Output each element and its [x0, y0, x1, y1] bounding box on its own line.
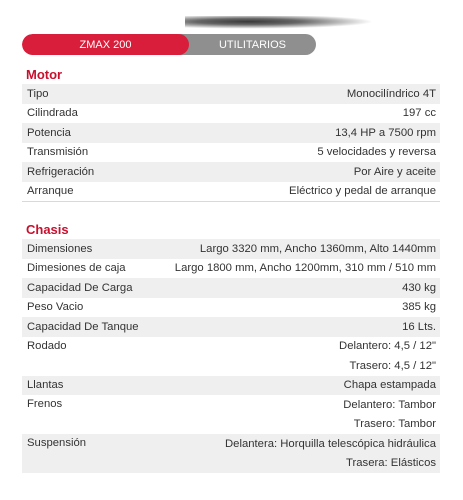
spec-row-arranque: [22, 182, 440, 202]
spec-label: Capacidad De Carga: [27, 281, 133, 294]
chasis-spec-table: [22, 239, 440, 473]
spec-value: Largo 3320 mm, Ancho 1360mm, Alto 1440mm: [199, 242, 436, 255]
spec-value: 16 Lts.: [402, 320, 436, 333]
tab-utilitarios[interactable]: UTILITARIOS: [177, 34, 316, 55]
spec-label: Frenos: [27, 398, 63, 410]
spec-row-transmision: [22, 143, 440, 163]
spec-row-refrigeracion: [22, 162, 440, 182]
spec-row-dimensiones-caja: [22, 259, 440, 279]
spec-label: Refrigeración: [27, 165, 95, 178]
spec-label: Dimesiones de caja: [27, 262, 126, 275]
spec-value: Eléctrico y pedal de arranque: [289, 185, 436, 198]
motor-section-title: Motor: [26, 67, 63, 82]
chasis-section-title: Chasis: [26, 222, 69, 237]
spec-label: Dimensiones: [27, 242, 93, 255]
motor-spec-table: [22, 84, 440, 202]
spec-value-line: Trasero: Tambor: [353, 418, 436, 431]
spec-label: Transmisión: [27, 146, 89, 159]
spec-value: 197 cc: [402, 107, 436, 120]
spec-row-capacidad-carga: [22, 278, 440, 298]
spec-row-rodado: [22, 337, 440, 376]
spec-row-peso-vacio: [22, 298, 440, 318]
spec-label: Cilindrada: [27, 107, 78, 120]
spec-value: Largo 1800 mm, Ancho 1200mm, 310 mm / 510 mm: [174, 262, 436, 275]
spec-value-line: Trasera: Elásticos: [346, 457, 436, 470]
spec-row-potencia: [22, 123, 440, 143]
spec-value-line: Delantero: Tambor: [343, 398, 436, 411]
spec-label: Capacidad De Tanque: [27, 320, 139, 333]
spec-label: Suspensión: [27, 437, 87, 449]
spec-label: Rodado: [27, 339, 67, 352]
model-tabs: [22, 34, 316, 55]
spec-row-frenos: [22, 395, 440, 434]
spec-row-dimensiones: [22, 239, 440, 259]
spec-label: Arranque: [27, 185, 74, 198]
product-image-edge: [185, 16, 395, 30]
spec-value-line: Trasero: 4,5 / 12": [349, 359, 436, 372]
spec-row-tipo: [22, 84, 440, 104]
spec-value-line: Delantero: 4,5 / 12": [339, 340, 436, 353]
spec-label: Tipo: [27, 87, 49, 100]
spec-value: 430 kg: [402, 281, 436, 294]
tab-zmax-200[interactable]: ZMAX 200: [22, 34, 189, 55]
spec-label: Peso Vacio: [27, 301, 84, 314]
spec-value: Chapa estampada: [343, 379, 436, 392]
spec-value: 385 kg: [402, 301, 436, 314]
spec-value: 13,4 HP a 7500 rpm: [335, 126, 436, 139]
spec-value: 5 velocidades y reversa: [317, 146, 436, 159]
spec-label: Llantas: [27, 379, 64, 392]
spec-row-llantas: [22, 376, 440, 396]
spec-row-suspension: [22, 434, 440, 473]
spec-value: Por Aire y aceite: [353, 165, 436, 178]
spec-value: Monocilíndrico 4T: [346, 87, 436, 100]
spec-label: Potencia: [27, 126, 71, 139]
spec-row-capacidad-tanque: [22, 317, 440, 337]
spec-value-line: Delantera: Horquilla telescópica hidráulica: [225, 437, 436, 450]
spec-row-cilindrada: [22, 104, 440, 124]
